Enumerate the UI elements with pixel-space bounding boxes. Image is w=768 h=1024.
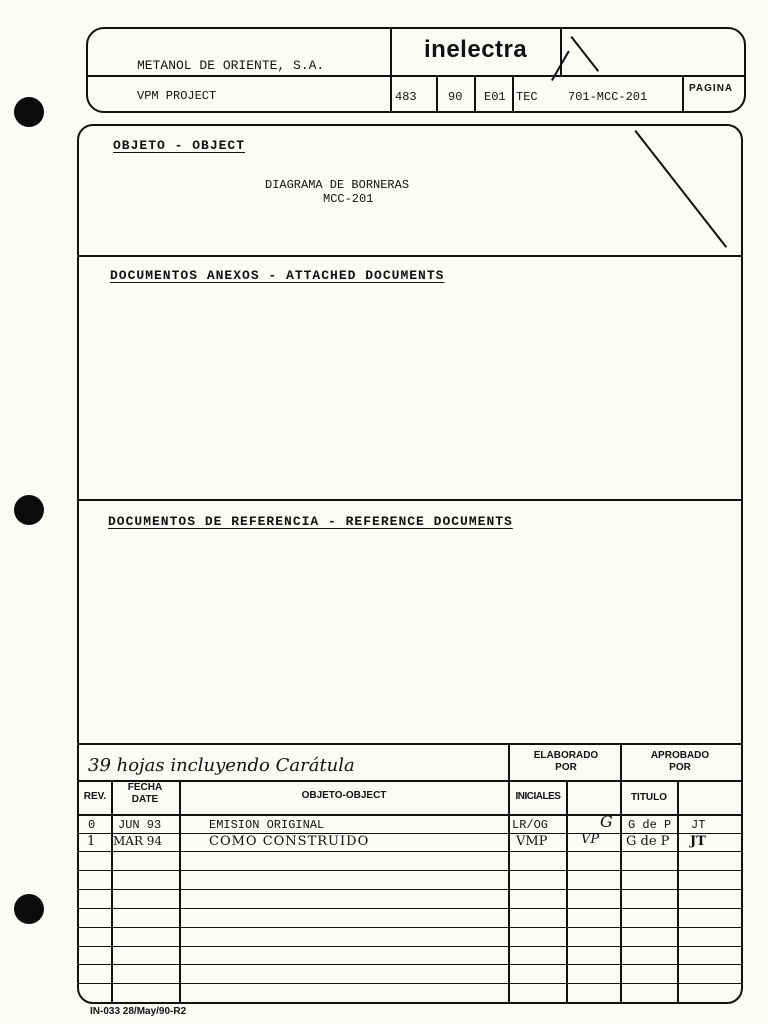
table-hline [78,851,742,852]
code-1: 483 [395,90,417,104]
table-hline [78,927,742,928]
header-vline [436,76,438,112]
row0-signature: G [600,812,613,831]
code-3: E01 [484,90,506,104]
titulo-header: TITULO [630,792,668,803]
row1-title: G de P [626,834,670,849]
header-vline [560,28,562,76]
row0-approver: JT [691,818,706,832]
code-2: 90 [448,90,463,104]
brand-logo: inelectra [424,36,528,63]
header-vline [390,28,392,112]
table-hline [78,889,742,890]
header-vline [682,76,684,112]
object-heading: OBJETO - OBJECT [113,138,246,153]
section-divider-1 [78,255,742,257]
row0-rev: 0 [88,818,96,832]
object-title-line1: DIAGRAMA DE BORNERAS [265,178,410,192]
table-hline [78,946,742,947]
punch-hole-top [14,97,44,127]
row1-date: MAR 94 [113,834,163,848]
row1-object: COMO CONSTRUIDO [209,834,370,849]
reference-heading: DOCUMENTOS DE REFERENCIA - REFERENCE DOCUMENTS [108,514,513,529]
punch-hole-bottom [14,894,44,924]
table-hline [78,870,742,871]
iniciales-header: INICIALES [515,791,561,802]
row0-title: G de P [628,818,672,832]
handwritten-sheet-count: 39 hojas incluyendo Carátula [88,755,355,776]
objeto-header: OBJETO-OBJECT [301,790,387,801]
table-hline [78,814,742,816]
table-hline [78,908,742,909]
row0-object: EMISION ORIGINAL [209,818,325,832]
row1-rev: 1 [87,834,96,849]
row0-date: JUN 93 [118,818,162,832]
section-divider-2 [78,499,742,501]
page-label: PAGINA [689,83,734,94]
company-name: METANOL DE ORIENTE, S.A. [137,58,325,73]
section-divider-3 [78,743,742,745]
header-vline [474,76,476,112]
form-code: IN-033 28/May/90-R2 [90,1006,187,1017]
header-divider [87,75,745,77]
row1-initials: VMP [516,834,548,849]
object-title-line2: MCC-201 [323,192,374,206]
table-hline [78,983,742,984]
document-number: 701-MCC-201 [568,90,648,104]
row1-approver: JT [690,834,706,849]
table-hline [78,964,742,965]
code-4: TEC [516,90,538,104]
fecha-header: FECHA DATE [127,782,163,805]
row0-initials: LR/OG [512,818,549,832]
table-hline [78,780,742,782]
attached-heading: DOCUMENTOS ANEXOS - ATTACHED DOCUMENTS [110,268,445,283]
row1-signature: VP [581,832,600,847]
aprobado-header: APROBADO POR [650,750,710,773]
project-name: VPM PROJECT [137,89,217,103]
elaborado-header: ELABORADO POR [533,750,599,773]
punch-hole-middle [14,495,44,525]
rev-header: REV. [83,791,107,802]
header-vline [512,76,514,112]
